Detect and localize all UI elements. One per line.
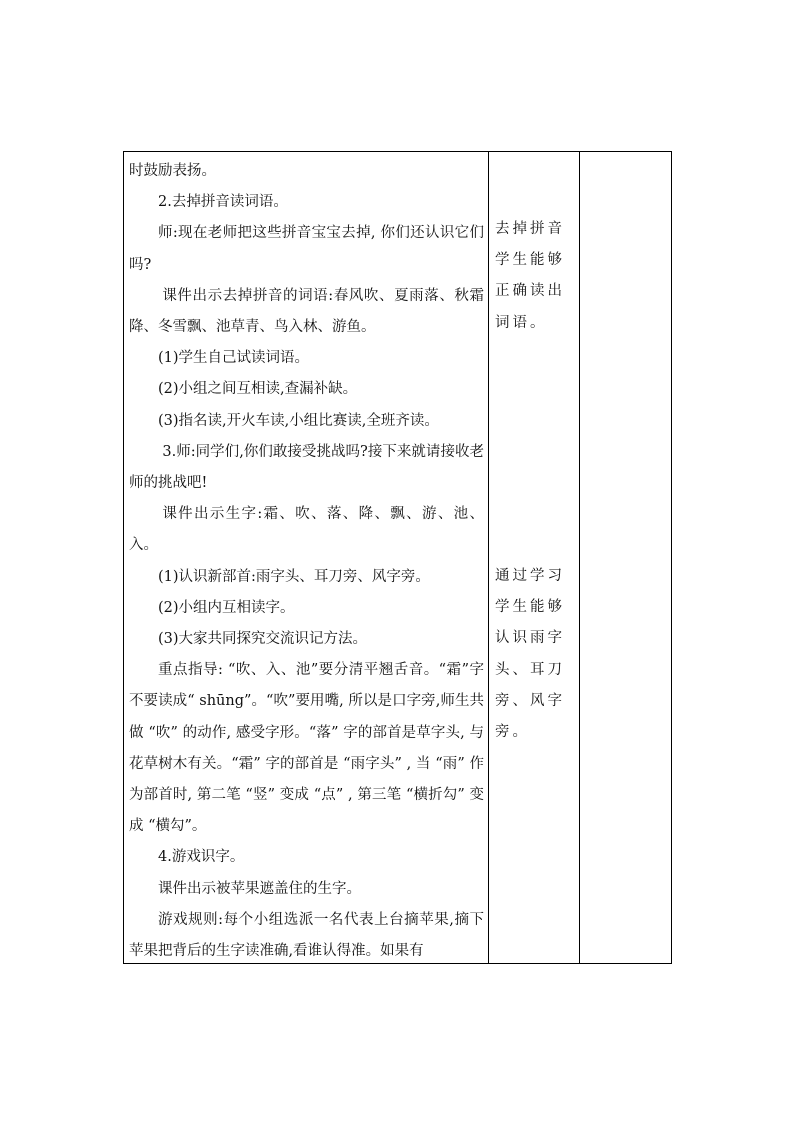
lesson-plan-table xyxy=(123,151,672,964)
paragraph: (1)学生自己试读词语。 xyxy=(158,350,310,367)
paragraph: 课件出示被苹果遮盖住的生字。 xyxy=(158,880,361,897)
paragraph: 课件出示去掉拼音的词语:春风吹、夏雨落、秋霜降、冬雪飘、池草青、鸟入林、游鱼。 xyxy=(129,287,484,336)
design-intent-note xyxy=(490,561,576,748)
column-divider xyxy=(488,152,489,963)
paragraph: 3.师:同学们,你们敢接受挑战吗?接下来就请接收老师的挑战吧! xyxy=(129,443,484,492)
teaching-process-cell xyxy=(124,152,488,963)
column-divider xyxy=(579,152,580,963)
paragraph: 游戏规则:每个小组选派一名代表上台摘苹果,摘下苹果把背后的生字读准确,看谁认得准。如果有 xyxy=(129,911,484,960)
paragraph: 课件出示生字:霜、吹、落、降、飘、游、池、入。 xyxy=(129,506,484,554)
paragraph: (2)小组内互相读字。 xyxy=(158,599,295,616)
paragraph: (3)大家共同探究交流识记方法。 xyxy=(158,631,368,648)
design-intent-note xyxy=(490,214,576,339)
paragraph: 2.去掉拼音读词语。 xyxy=(158,194,288,211)
paragraph: (2)小组之间互相读,查漏补缺。 xyxy=(158,381,358,398)
paragraph: 重点指导: “吹、入、池”要分清平翘舌音。“霜”字不要读成“ shūng”。“吹”要用嘴, 所以是口字旁,师生共做 “吹” 的动作, 感受字形。“落” 字的部首是草字头, 与花草树木有关。“霜” 字的部首是 “雨字头” , 当 “雨” 作为部首时, 第二笔 “竖” 变成 “点” , 第三笔 “横折勾” 变成 “横勾”。 xyxy=(129,662,484,835)
note-text: 去掉拼音学生能够正确读出词语。 xyxy=(495,221,565,331)
paragraph: 时鼓励表扬。 xyxy=(129,163,216,179)
paragraph: (3)指名读,开火车读,小组比赛读,全班齐读。 xyxy=(158,412,439,429)
paragraph: (1)认识新部首:雨字头、耳刀旁、风字旁。 xyxy=(158,568,430,585)
paragraph: 师:现在老师把这些拼音宝宝去掉, 你们还认识它们吗? xyxy=(129,225,484,273)
note-text: 通过学习学生能够认识雨字头、耳刀旁、风字旁。 xyxy=(495,568,565,741)
paragraph: 4.游戏识字。 xyxy=(158,849,245,866)
